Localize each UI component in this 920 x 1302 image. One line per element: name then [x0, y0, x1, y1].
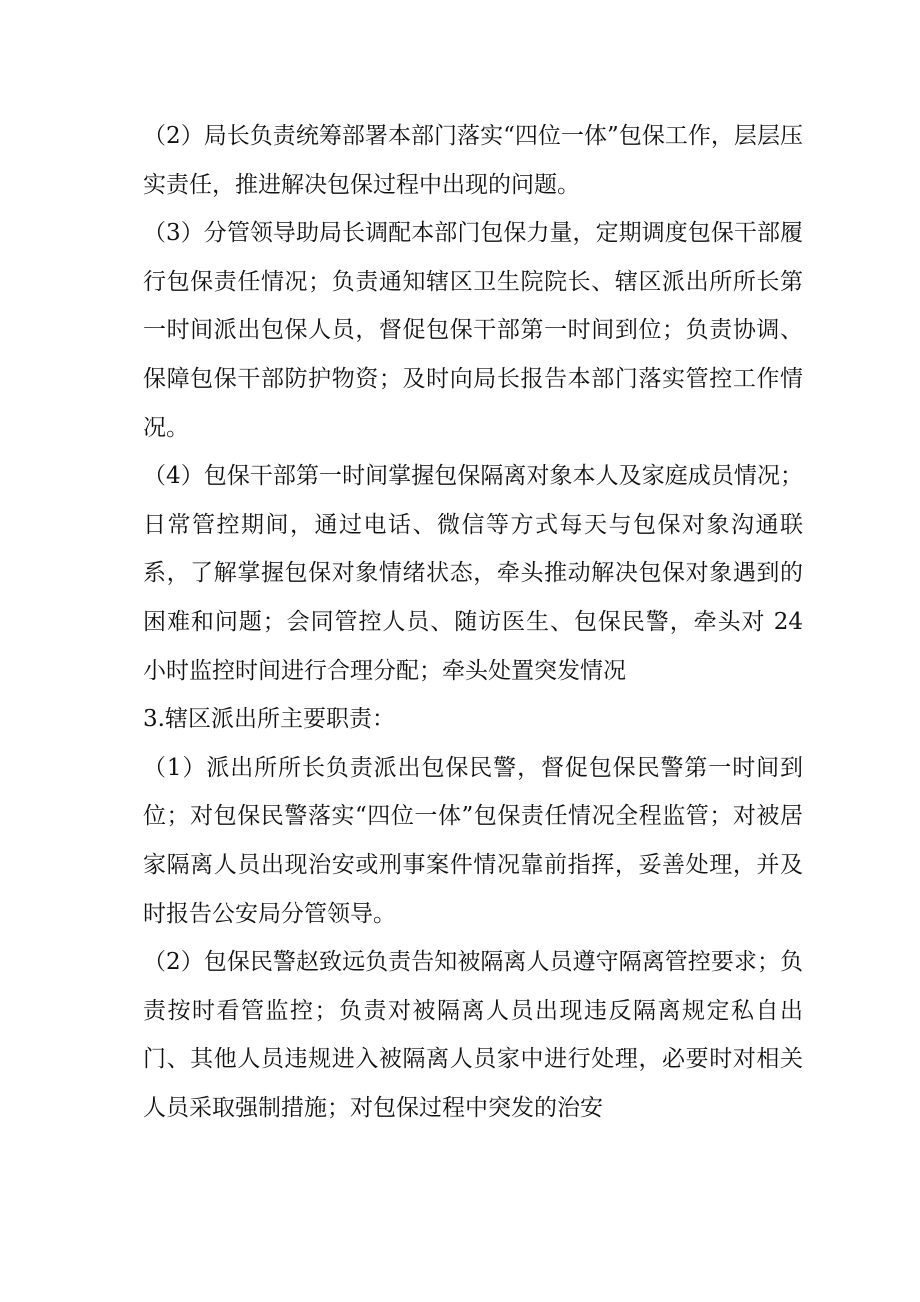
section-heading-police-station: 3.辖区派出所主要职责：	[143, 706, 395, 733]
paragraph-officer-duty: （2）包保民警赵致远负责告知被隔离人员遵守隔离管控要求；负责按时看管监控；负责对被隔离人员出现违反隔离规定私自出门、其他人员违规进入被隔离人员家中进行处理，必要时对相关人员采取强制措施；对包保过程中突发的治安	[143, 949, 803, 1121]
paragraph-deputy-duty: （3）分管领导助局长调配本部门包保力量，定期调度包保干部履行包保责任情况；负责通知辖区卫生院院长、辖区派出所所长第一时间派出包保人员，督促包保干部第一时间到位；负责协调、保障包保干部防护物资；及时向局长报告本部门落实管控工作情况。	[143, 220, 803, 441]
paragraph-cadre-duty: （4）包保干部第一时间掌握包保隔离对象本人及家庭成员情况；日常管控期间，通过电话、微信等方式每天与包保对象沟通联系，了解掌握包保对象情绪状态，牵头推动解决包保对象遇到的困难和问题；会同管控人员、随访医生、包保民警，牵头对 24 小时监控时间进行合理分配；牵头处置突发情况	[143, 463, 803, 684]
paragraph-director-duty: （2）局长负责统筹部署本部门落实“四位一体”包保工作，层层压实责任，推进解决包保过程中出现的问题。	[143, 123, 803, 198]
paragraph-station-chief-duty: （1）派出所所长负责派出包保民警，督促包保民警第一时间到位；对包保民警落实“四位一体”包保责任情况全程监管；对被居家隔离人员出现治安或刑事案件情况靠前指挥，妥善处理，并及时报告公安局分管领导。	[143, 754, 803, 927]
document-body	[143, 112, 803, 1132]
